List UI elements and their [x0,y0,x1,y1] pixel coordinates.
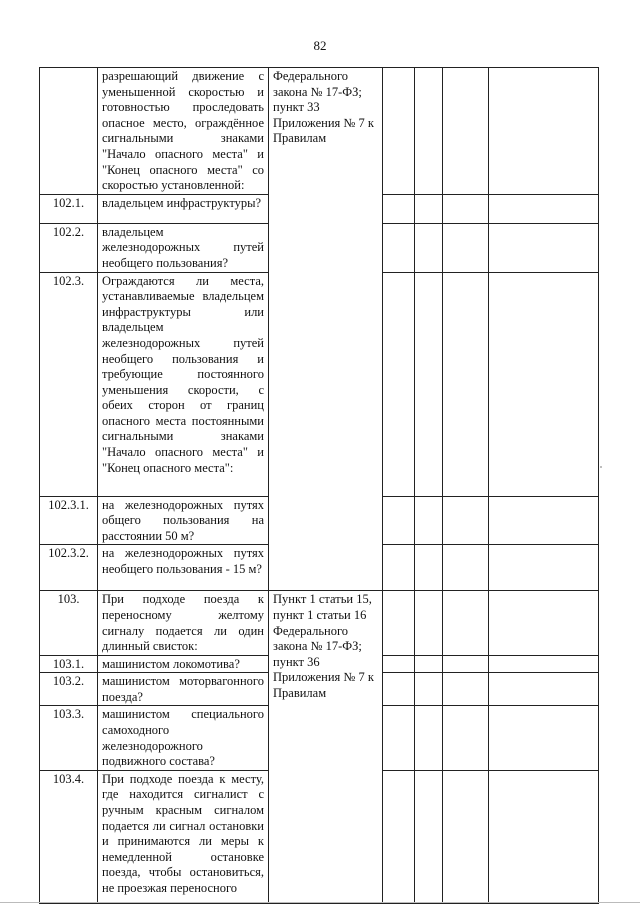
answer-yes-cell [383,68,415,195]
question-text: машинистом специального самоходного железнодорожного подвижного состава? [98,706,269,770]
answer-no-cell [415,770,443,903]
answer-no-cell [415,68,443,195]
row-number: 103.3. [40,706,98,770]
notes-cell [489,68,599,195]
notes-cell [489,706,599,770]
scan-edge [0,902,640,903]
answer-yes-cell [383,655,415,673]
question-text: разрешающий движение с уменьшенной скоростью и готовностью проследовать опасное место, ограждённое сигнальными знаками "Начало опасного места" и "Конец опасного места" со скоростью установленной: [98,68,269,195]
row-number: 102.3.1. [40,496,98,545]
legal-reference: Федерального закона № 17-ФЗ; пункт 33 Приложения № 7 к Правилам [269,68,383,591]
row-number: 103. [40,591,98,655]
answer-na-cell [443,496,489,545]
answer-no-cell [415,545,443,591]
answer-no-cell [415,496,443,545]
row-number: 103.2. [40,673,98,706]
notes-cell [489,496,599,545]
notes-cell [489,194,599,223]
question-text: владельцем железнодорожных путей необщего пользования? [98,223,269,272]
scan-speck [600,466,602,468]
answer-no-cell [415,272,443,496]
question-text: При подходе поезда к месту, где находится сигналист с ручным красным сигналом подается ли сигнал остановки и принимаются ли меры к немедленной остановке поезда, чтобы остановиться, не проезжая переносного [98,770,269,903]
notes-cell [489,673,599,706]
notes-cell [489,223,599,272]
question-text: машинистом моторвагонного поезда? [98,673,269,706]
answer-no-cell [415,673,443,706]
answer-yes-cell [383,591,415,655]
answer-no-cell [415,591,443,655]
answer-yes-cell [383,272,415,496]
notes-cell [489,272,599,496]
question-text: на железнодорожных путях общего пользования на расстоянии 50 м? [98,496,269,545]
row-number: 103.4. [40,770,98,903]
table-row [40,591,599,655]
notes-cell [489,655,599,673]
question-text: Ограждаются ли места, устанавливаемые владельцем инфраструктуры или владельцем железнодорожных путей необщего пользования и требующие постоянного уменьшения скорости, с обеих сторон от границ опасного места постоянными сигнальными знаками "Начало опасного места" и "Конец опасного места": [98,272,269,496]
answer-yes-cell [383,223,415,272]
answer-na-cell [443,770,489,903]
answer-na-cell [443,706,489,770]
question-text: При подходе поезда к переносному желтому сигналу подается ли один длинный свисток: [98,591,269,655]
table-row [40,68,599,195]
row-number: 102.2. [40,223,98,272]
answer-yes-cell [383,545,415,591]
notes-cell [489,770,599,903]
answer-no-cell [415,706,443,770]
row-number: 103.1. [40,655,98,673]
question-text: на железнодорожных путях необщего пользования - 15 м? [98,545,269,591]
answer-yes-cell [383,770,415,903]
answer-na-cell [443,545,489,591]
answer-yes-cell [383,706,415,770]
row-number [40,68,98,195]
row-number: 102.3. [40,272,98,496]
answer-na-cell [443,272,489,496]
answer-na-cell [443,194,489,223]
answer-na-cell [443,673,489,706]
row-number: 102.3.2. [40,545,98,591]
question-text: владельцем инфраструктуры? [98,194,269,223]
page-number: 82 [313,38,327,53]
question-text: машинистом локомотива? [98,655,269,673]
legal-reference: Пункт 1 статьи 15, пункт 1 статьи 16 Федерального закона № 17-ФЗ; пункт 36 Приложения № 7 к Правилам [269,591,383,904]
answer-na-cell [443,68,489,195]
answer-na-cell [443,223,489,272]
answer-no-cell [415,194,443,223]
checklist-table [39,67,599,904]
answer-no-cell [415,223,443,272]
answer-na-cell [443,655,489,673]
notes-cell [489,545,599,591]
answer-na-cell [443,591,489,655]
answer-yes-cell [383,194,415,223]
row-number: 102.1. [40,194,98,223]
answer-yes-cell [383,673,415,706]
notes-cell [489,591,599,655]
answer-yes-cell [383,496,415,545]
answer-no-cell [415,655,443,673]
